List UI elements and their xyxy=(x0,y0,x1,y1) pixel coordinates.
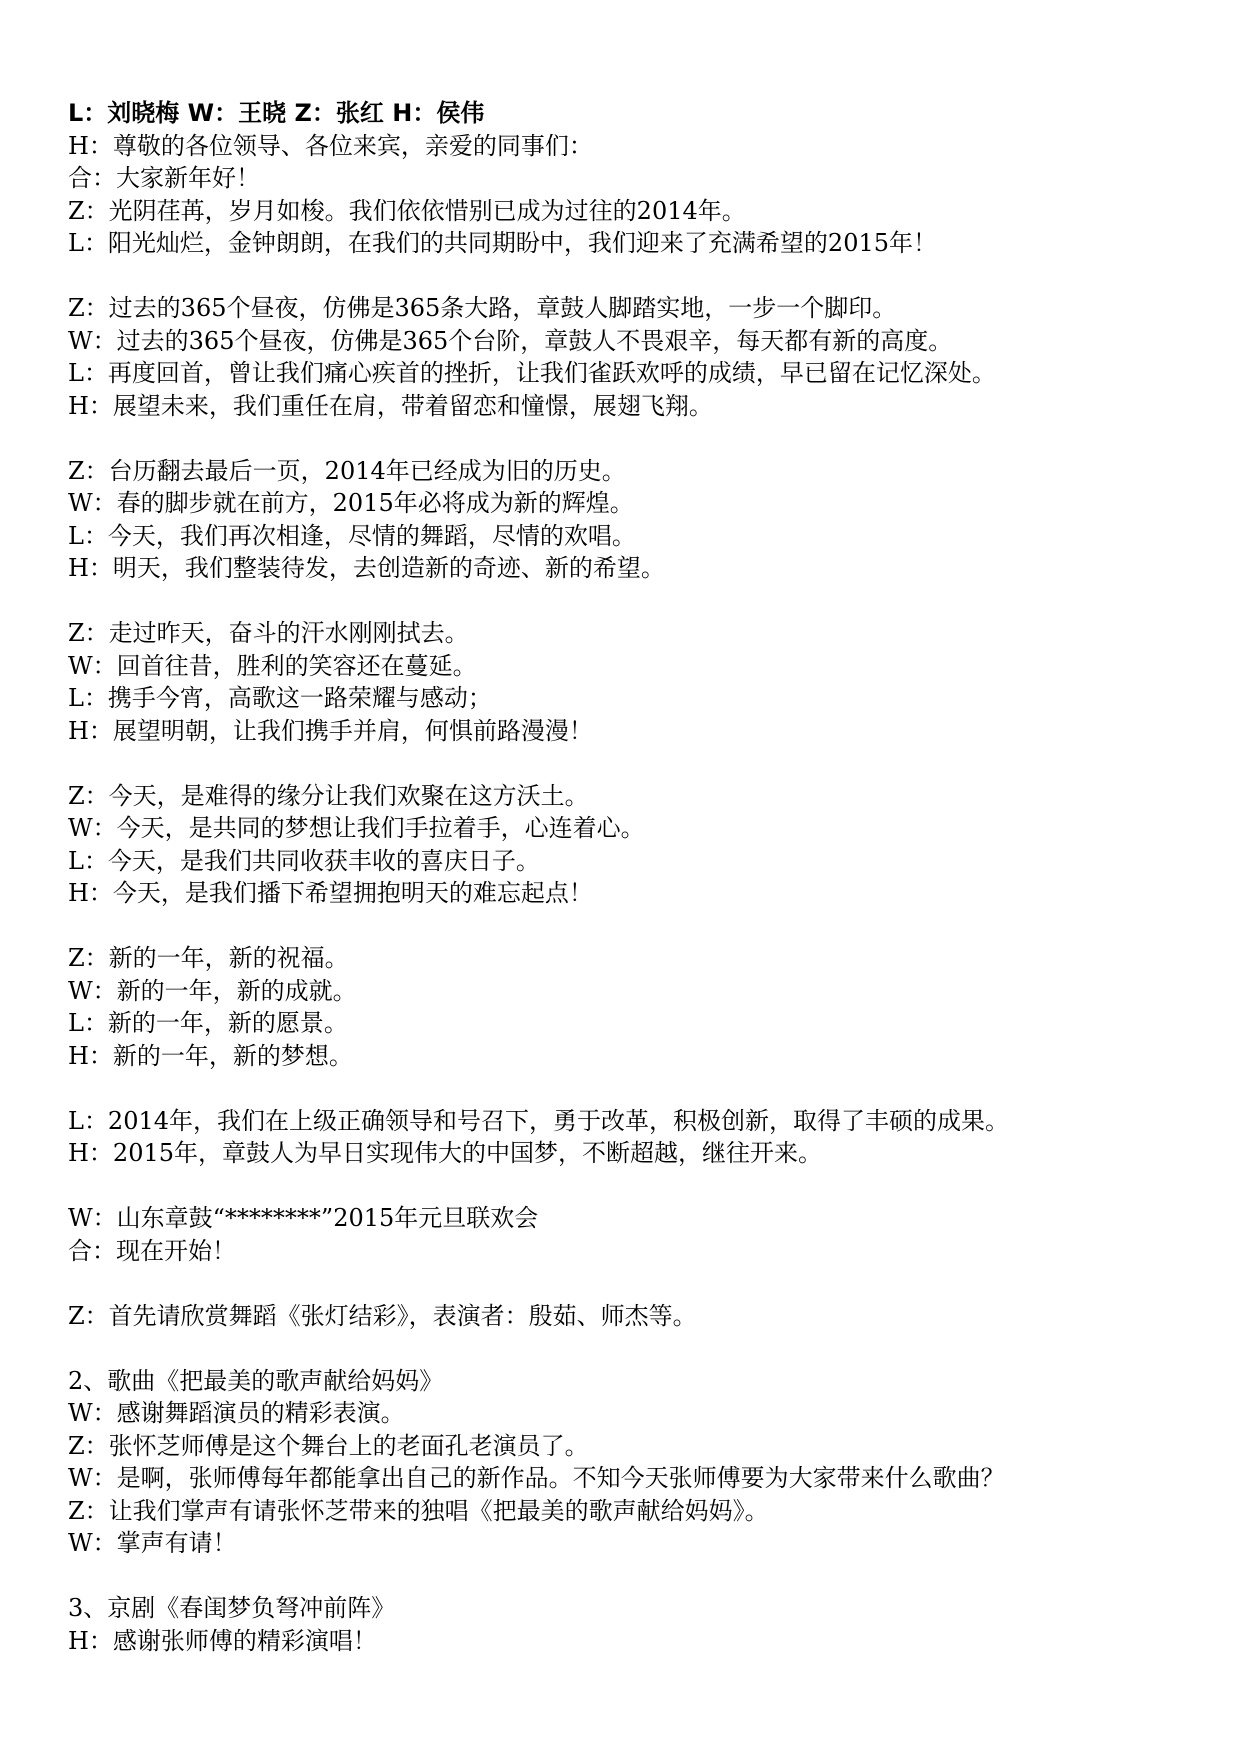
script-line: H：展望未来，我们重任在肩，带着留恋和憧憬，展翅飞翔。 xyxy=(68,391,713,420)
script-body xyxy=(68,130,1208,1658)
script-paragraph xyxy=(68,1202,1208,1267)
script-paragraph xyxy=(68,780,1208,910)
script-line: L：2014年，我们在上级正确领导和号召下，勇于改革，积极创新，取得了丰硕的成果。 xyxy=(68,1106,1010,1135)
script-line: L：再度回首，曾让我们痛心疾首的挫折，让我们雀跃欢呼的成绩，早已留在记忆深处。 xyxy=(68,359,996,387)
script-line: 合：大家新年好！ xyxy=(68,164,260,192)
script-line: H：新的一年，新的梦想。 xyxy=(68,1041,353,1070)
paragraph-gap xyxy=(68,1332,1208,1365)
paragraph-gap xyxy=(68,260,1208,293)
cast-list-header: L：刘晓梅 W：王晓 Z：张红 H：侯伟 xyxy=(68,99,485,127)
script-line: L：阳光灿烂，金钟朗朗，在我们的共同期盼中，我们迎来了充满希望的2015年！ xyxy=(68,229,938,257)
paragraph-gap xyxy=(68,1267,1208,1300)
script-paragraph xyxy=(68,1365,1208,1560)
script-line: H：尊敬的各位领导、各位来宾，亲爱的同事们： xyxy=(68,131,593,160)
script-line: Z：走过昨天，奋斗的汗水刚刚拭去。 xyxy=(68,619,469,647)
script-line: L：今天，是我们共同收获丰收的喜庆日子。 xyxy=(68,846,540,875)
paragraph-gap xyxy=(68,1170,1208,1203)
script-line: H：感谢张师傅的精彩演唱！ xyxy=(68,1626,377,1655)
script-line: L：今天，我们再次相逢，尽情的舞蹈，尽情的欢唱。 xyxy=(68,521,636,550)
script-line: L：携手今宵，高歌这一路荣耀与感动； xyxy=(68,684,492,712)
script-line: Z：首先请欣赏舞蹈《张灯结彩》，表演者：殷茹、师杰等。 xyxy=(68,1301,697,1330)
script-line: W：今天，是共同的梦想让我们手拉着手，心连着心。 xyxy=(68,814,645,842)
script-line: Z：今天，是难得的缘分让我们欢聚在这方沃土。 xyxy=(68,781,589,810)
script-line: H：今天，是我们播下希望拥抱明天的难忘起点！ xyxy=(68,879,593,907)
script-paragraph xyxy=(68,942,1208,1072)
script-paragraph xyxy=(68,617,1208,747)
script-line: W：山东章鼓“********”2015年元旦联欢会 xyxy=(68,1204,539,1232)
paragraph-gap xyxy=(68,910,1208,943)
script-line: W：春的脚步就在前方，2015年必将成为新的辉煌。 xyxy=(68,489,634,517)
script-paragraph xyxy=(68,292,1208,422)
script-line: Z：新的一年，新的祝福。 xyxy=(68,944,349,972)
script-line: 2、歌曲《把最美的歌声献给妈妈》 xyxy=(68,1366,444,1395)
script-line: W：掌声有请！ xyxy=(68,1529,237,1557)
script-line: Z：光阴荏苒，岁月如梭。我们依依惜别已成为过往的2014年。 xyxy=(68,196,746,225)
script-document xyxy=(68,97,1208,1657)
script-line: Z：张怀芝师傅是这个舞台上的老面孔老演员了。 xyxy=(68,1431,589,1460)
script-line: Z：过去的365个昼夜，仿佛是365条大路，章鼓人脚踏实地，一步一个脚印。 xyxy=(68,294,897,322)
paragraph-gap xyxy=(68,1560,1208,1593)
script-paragraph xyxy=(68,1300,1208,1333)
script-line: Z：台历翻去最后一页，2014年已经成为旧的历史。 xyxy=(68,456,626,485)
script-line: H：展望明朝，让我们携手并肩，何惧前路漫漫！ xyxy=(68,716,593,745)
paragraph-gap xyxy=(68,422,1208,455)
script-line: W：感谢舞蹈演员的精彩表演。 xyxy=(68,1399,405,1427)
script-paragraph xyxy=(68,1592,1208,1657)
script-paragraph xyxy=(68,130,1208,260)
script-line: W：新的一年，新的成就。 xyxy=(68,976,357,1005)
paragraph-gap xyxy=(68,1072,1208,1105)
script-line: L：新的一年，新的愿景。 xyxy=(68,1009,348,1037)
paragraph-gap xyxy=(68,585,1208,618)
script-line: 3、京剧《春闺梦负弩冲前阵》 xyxy=(68,1594,396,1622)
script-line: H：2015年，章鼓人为早日实现伟大的中国梦，不断超越，继往开来。 xyxy=(68,1139,823,1167)
script-line: Z：让我们掌声有请张怀芝带来的独唱《把最美的歌声献给妈妈》。 xyxy=(68,1496,769,1525)
script-line: W：是啊，张师傅每年都能拿出自己的新作品。不知今天张师傅要为大家带来什么歌曲？ xyxy=(68,1464,1005,1492)
script-paragraph xyxy=(68,1105,1208,1170)
script-line: W：过去的365个昼夜，仿佛是365个台阶，章鼓人不畏艰辛，每天都有新的高度。 xyxy=(68,326,953,355)
script-line: H：明天，我们整装待发，去创造新的奇迹、新的希望。 xyxy=(68,554,665,582)
script-line: 合：现在开始！ xyxy=(68,1236,236,1265)
script-paragraph xyxy=(68,455,1208,585)
paragraph-gap xyxy=(68,747,1208,780)
script-line: W：回首往昔，胜利的笑容还在蔓延。 xyxy=(68,651,477,680)
